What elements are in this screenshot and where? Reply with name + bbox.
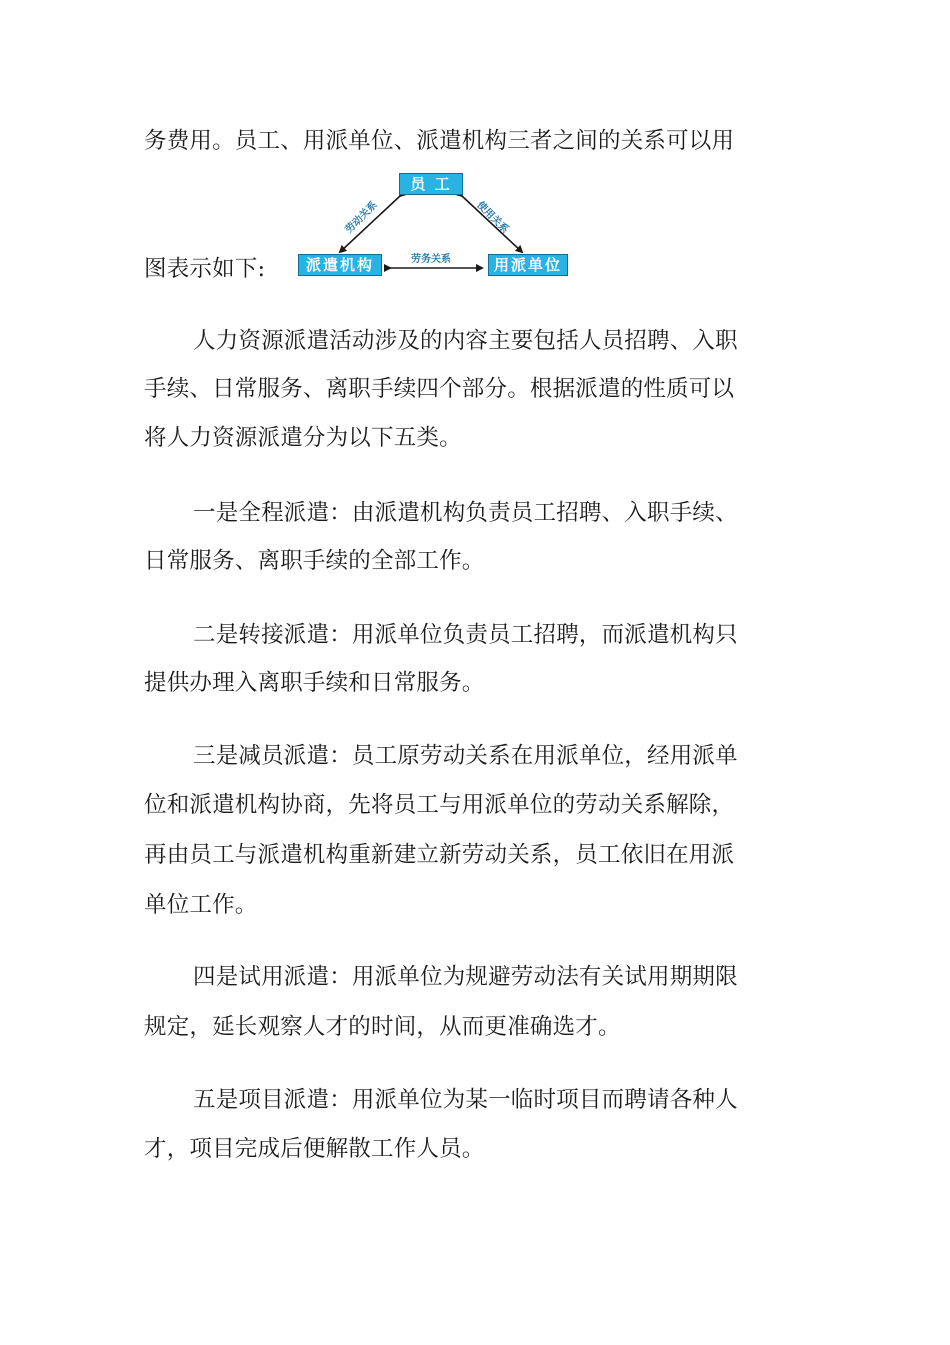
intro-line-2: 图表示如下: [144, 256, 266, 282]
paragraph-2-line-1: 一是全程派遣：由派遣机构负责员工招聘、入职手续、 [193, 500, 738, 526]
edge-label-labor: 劳动关系 [343, 199, 380, 236]
node-employee: 员 工 [399, 173, 463, 195]
paragraph-3-line-1: 二是转接派遣：用派单位负责员工招聘，而派遣机构只 [193, 622, 738, 648]
node-user-unit: 用派单位 [488, 254, 568, 276]
paragraph-6-line-1: 五是项目派遣：用派单位为某一临时项目而聘请各种人 [193, 1087, 738, 1113]
paragraph-4-line-1: 三是减员派遣：员工原劳动关系在用派单位，经用派单 [193, 743, 738, 769]
paragraph-6-line-2: 才，项目完成后便解散工作人员。 [144, 1136, 485, 1162]
paragraph-3-line-2: 提供办理入离职手续和日常服务。 [144, 670, 485, 696]
paragraph-5-line-2: 规定，延长观察人才的时间，从而更准确选才。 [144, 1014, 621, 1040]
paragraph-4-line-3: 再由员工与派遣机构重新建立新劳动关系，员工依旧在用派 [144, 842, 735, 868]
paragraph-2-line-2: 日常服务、离职手续的全部工作。 [144, 548, 485, 574]
paragraph-1-line-1: 人力资源派遣活动涉及的内容主要包括人员招聘、入职 [193, 328, 738, 354]
paragraph-4-line-2: 位和派遣机构协商，先将员工与用派单位的劳动关系解除， [144, 792, 735, 818]
paragraph-1-line-3: 将人力资源派遣分为以下五类。 [144, 425, 462, 451]
paragraph-5-line-1: 四是试用派遣：用派单位为规避劳动法有关试用期期限 [193, 964, 738, 990]
edge-label-usage: 使用关系 [474, 199, 511, 236]
paragraph-4-line-4: 单位工作。 [144, 892, 258, 918]
relationship-diagram [296, 168, 570, 280]
intro-line-1: 务费用。员工、用派单位、派遣机构三者之间的关系可以用 [144, 128, 735, 154]
paragraph-1-line-2: 手续、日常服务、离职手续四个部分。根据派遣的性质可以 [144, 376, 735, 402]
node-agency: 派遣机构 [298, 254, 382, 276]
edge-label-service: 劳务关系 [411, 254, 451, 265]
